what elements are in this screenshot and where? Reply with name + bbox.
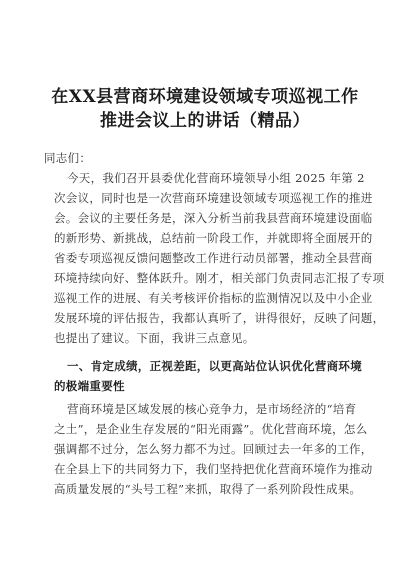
paragraph-1-line: 巡视工作的进展、有关考核评价指标的监测情况以及中小企业 bbox=[54, 291, 373, 305]
paragraph-1-line: 发展环境的评估报告，我都认真听了，讲得很好，反映了问题， bbox=[54, 311, 385, 325]
paragraph-1-line: 省委专项巡视反馈问题整改工作进行动员部署，推动全县营商 bbox=[54, 251, 373, 265]
paragraph-1-line: 也提出了建议。下面，我讲三点意见。 bbox=[54, 331, 255, 345]
paragraph-1-line: 会。会议的主要任务是，深入分析当前我县营商环境建设面临 bbox=[54, 211, 373, 225]
section-heading-1-line: 一、肯定成绩，正视差距，以更高站位认识优化营商环境 bbox=[67, 359, 362, 373]
paragraph-1-line: 环境持续向好、整体跃升。刚才，相关部门负责同志汇报了专项 bbox=[54, 271, 385, 285]
paragraph-2-line: 之土”，是企业生存发展的“阳光雨露”。优化营商环境，怎么 bbox=[54, 422, 368, 436]
paragraph-1-line: 的新形势、新挑战，总结前一阶段工作，并就即将全面展开的 bbox=[54, 231, 373, 245]
document-title-line-1: 在XX县营商环境建设领域专项巡视工作 bbox=[51, 87, 359, 107]
paragraph-2-line: 营商环境是区域发展的核心竞争力，是市场经济的“培育 bbox=[67, 402, 357, 416]
paragraph-1-line: 今天，我们召开县委优化营商环境领导小组 2025 年第 2 bbox=[67, 171, 365, 185]
paragraph-2-line: 强调都不过分，怎么努力都不为过。回顾过去一年多的工作， bbox=[54, 442, 373, 456]
paragraph-2-line: 高质量发展的“头号工程”来抓，取得了一系列阶段性成果。 bbox=[54, 482, 362, 496]
paragraph-2-line: 在全县上下的共同努力下，我们坚持把优化营商环境作为推动 bbox=[54, 462, 373, 476]
document-title-line-2: 推进会议上的讲话（精品） bbox=[100, 111, 310, 131]
salutation: 同志们： bbox=[44, 151, 92, 165]
section-heading-1-line: 的极端重要性 bbox=[54, 379, 125, 393]
paragraph-1-line: 次会议，同时也是一次营商环境建设领域专项巡视工作的推进 bbox=[54, 191, 373, 205]
